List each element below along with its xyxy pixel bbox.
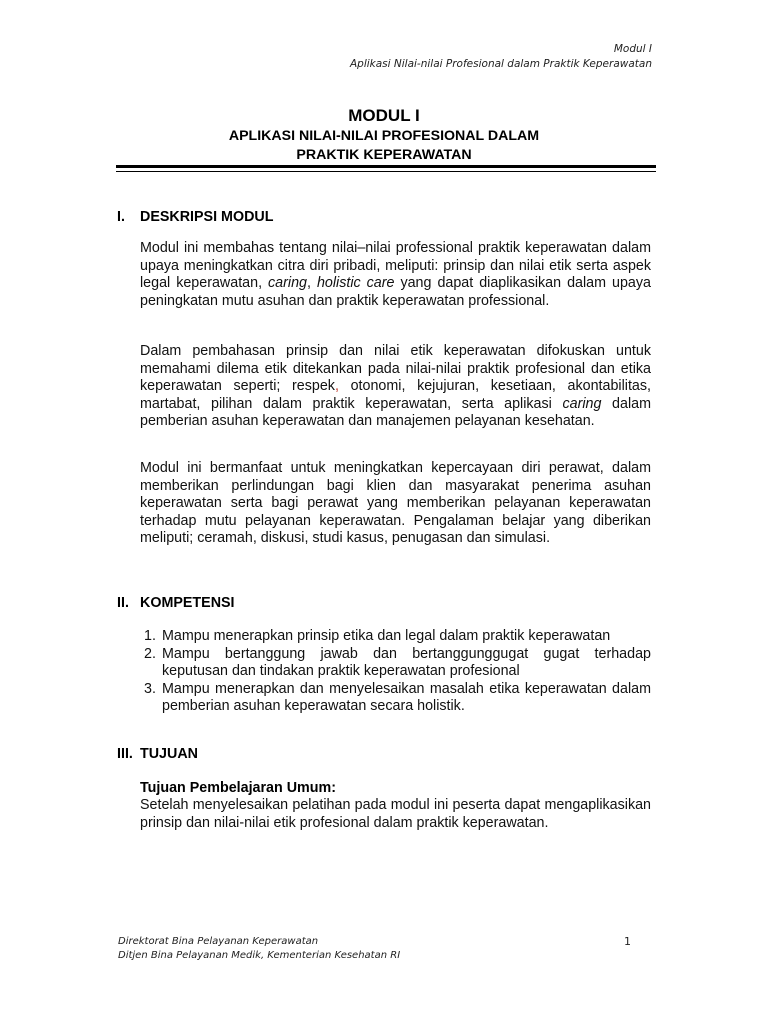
italic-term-holistic-care: holistic care bbox=[316, 275, 395, 291]
paragraph-deskripsi-1 bbox=[140, 240, 651, 310]
title-rule-thin bbox=[116, 171, 656, 172]
title-rule-thick bbox=[116, 165, 656, 168]
text-run: , bbox=[306, 275, 317, 291]
section-title: DESKRIPSI MODUL bbox=[140, 209, 274, 225]
page-footer bbox=[118, 935, 400, 963]
page-number: 1 bbox=[624, 935, 631, 948]
footer-line-1: Direktorat Bina Pelayanan Keperawatan bbox=[118, 936, 319, 947]
header-module-label: Modul I bbox=[613, 43, 652, 55]
italic-term-caring: caring bbox=[268, 275, 307, 291]
paragraph-deskripsi-3: Modul ini bermanfaat untuk meningkatkan kepercayaan diri perawat, dalam memberikan perlindungan bagi klien dan masyarakat penerima asuhan keperawatan serta bagi perawat yang memberikan pelayanan keperawatan terhadap mutu pelayanan keperawatan. Pengalaman belajar yang diberikan meliputi; ceramah, diskusi, studi kasus, penugasan dan simulasi. bbox=[140, 460, 651, 546]
list-item bbox=[144, 681, 651, 716]
text-run: dalam pemberian asuhan keperawatan dan manajemen pelayanan kesehatan. bbox=[140, 395, 651, 429]
list-item-number: 3. bbox=[144, 680, 156, 697]
module-subtitle-line1: APLIKASI NILAI-NILAI PROFESIONAL DALAM bbox=[228, 128, 540, 144]
competency-list bbox=[144, 628, 651, 716]
italic-term-caring: caring bbox=[562, 395, 602, 412]
red-comma: , bbox=[334, 378, 339, 394]
header-module-title: Aplikasi Nilai-nilai Profesional dalam Praktik Keperawatan bbox=[349, 58, 652, 70]
section-title: TUJUAN bbox=[140, 746, 198, 762]
section-heading-tujuan bbox=[117, 745, 198, 763]
list-item-text: Mampu bertanggung jawab dan bertanggunggugat gugat terhadap keputusan dan tindakan praktik keperawatan profesional bbox=[162, 645, 651, 679]
module-subtitle-line2: PRAKTIK KEPERAWATAN bbox=[296, 147, 472, 163]
paragraph-tujuan-umum: Setelah menyelesaikan pelatihan pada modul ini peserta dapat mengaplikasikan prinsip dan nilai-nilai etik profesional dalam praktik keperawatan. bbox=[140, 797, 651, 831]
title-block bbox=[120, 106, 648, 164]
module-title: MODUL I bbox=[348, 106, 420, 125]
text-run: Modul ini membahas tentang nilai–nilai professional praktik keperawatan dalam upaya meningkatkan citra diri pribadi, meliputi: prinsip dan nilai etik serta aspek legal keperawatan, bbox=[140, 240, 651, 291]
list-item-text: Mampu menerapkan prinsip etika dan legal dalam praktik keperawatan bbox=[162, 628, 611, 644]
section-number: II. bbox=[117, 595, 129, 611]
list-item bbox=[144, 646, 651, 681]
subheading-tujuan-umum: Tujuan Pembelajaran Umum: bbox=[140, 780, 336, 796]
section-heading-deskripsi bbox=[117, 208, 273, 226]
section-title: KOMPETENSI bbox=[140, 595, 235, 611]
section-number: I. bbox=[117, 209, 125, 225]
list-item bbox=[144, 628, 651, 646]
text-run: Dalam pembahasan prinsip dan nilai etik keperawatan difokuskan untuk memahami dilema etik ditekankan pada nilai-nilai praktik profesional dan etika keperawatan seperti; respek bbox=[140, 343, 651, 394]
running-header bbox=[350, 42, 652, 72]
list-item-text: Mampu menerapkan dan menyelesaikan masalah etika keperawatan dalam pemberian asuhan keperawatan secara holistik. bbox=[162, 680, 651, 714]
paragraph-deskripsi-2 bbox=[140, 343, 651, 431]
section-number: III. bbox=[117, 746, 133, 762]
list-item-number: 1. bbox=[144, 628, 156, 644]
section-heading-kompetensi bbox=[117, 594, 235, 612]
list-item-number: 2. bbox=[144, 645, 156, 662]
text-run: yang dapat diaplikasikan dalam upaya peningkatan mutu asuhan dan praktik keperawatan professional. bbox=[140, 275, 651, 309]
text-run: otonomi, kejujuran, kesetiaan, akontabilitas, martabat, pilihan dalam praktik keperawatan, serta aplikasi bbox=[140, 378, 651, 412]
footer-line-2: Ditjen Bina Pelayanan Medik, Kementerian Kesehatan RI bbox=[118, 950, 401, 961]
